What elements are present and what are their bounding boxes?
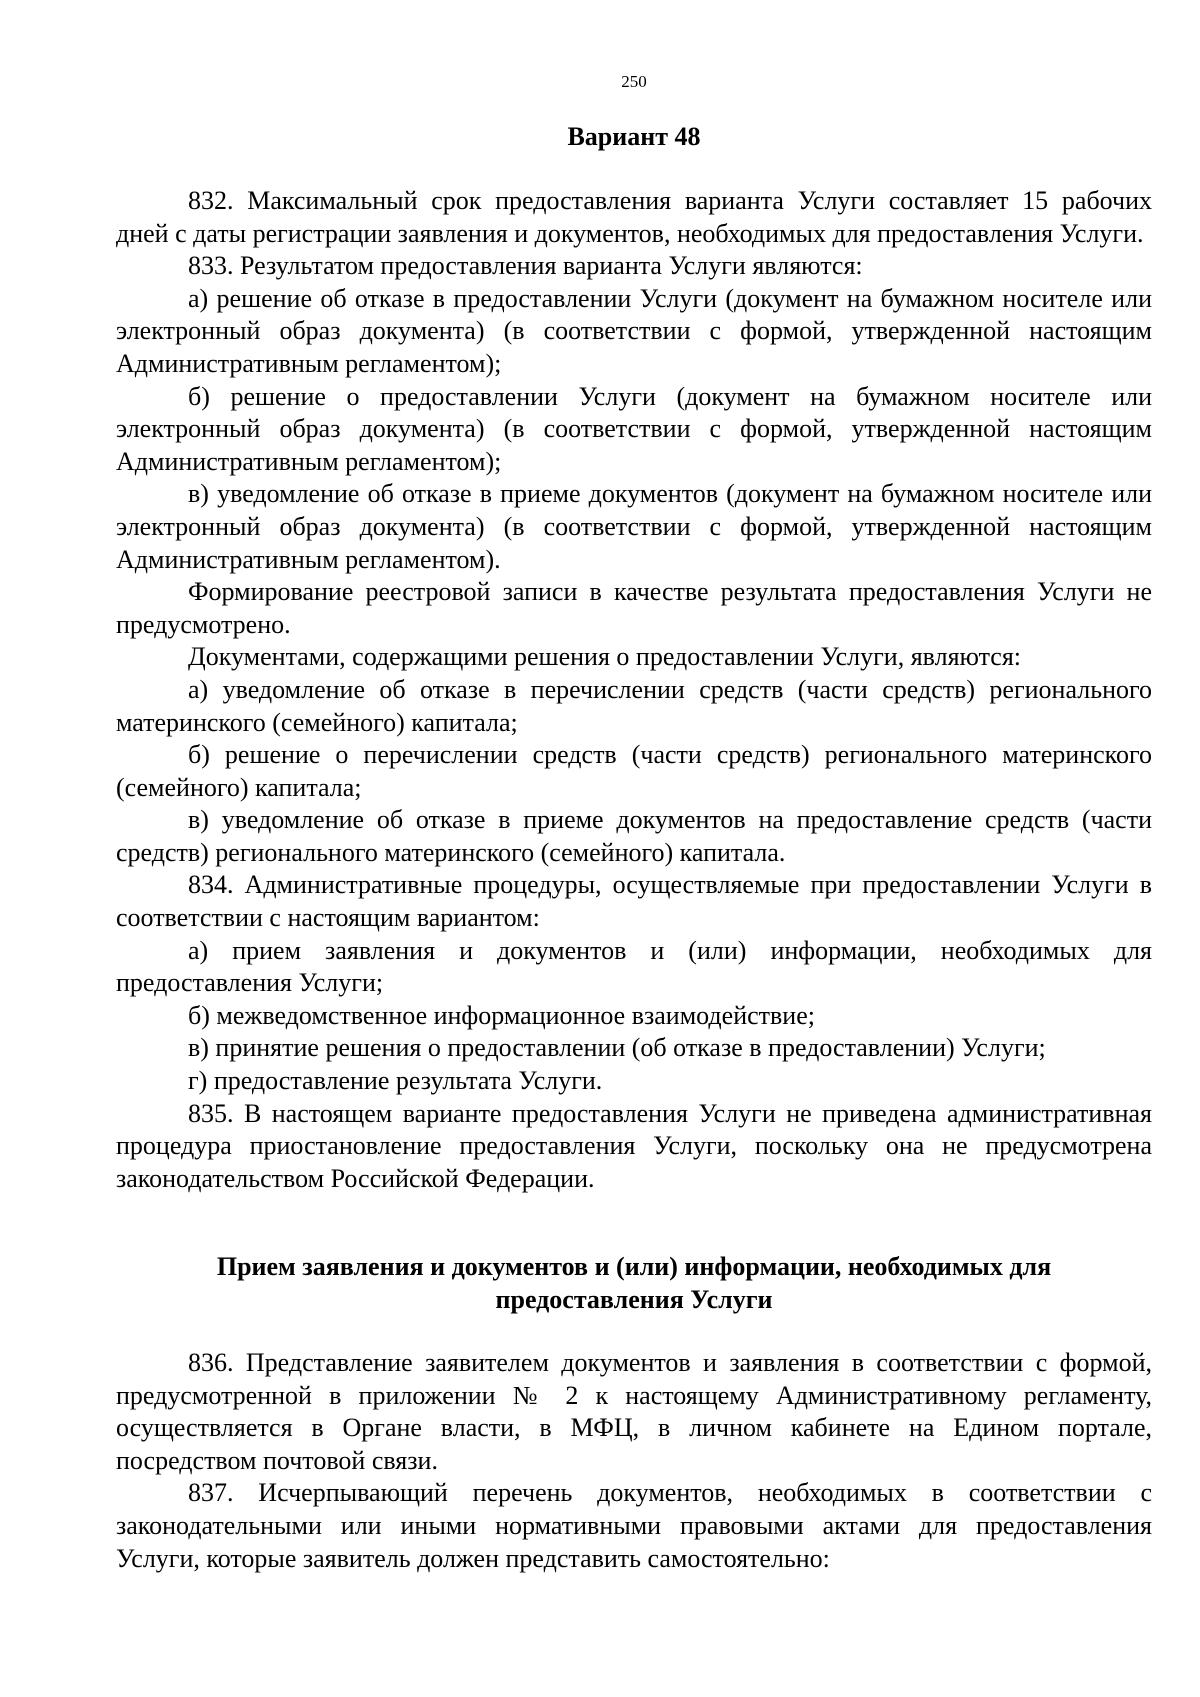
paragraph-837: 837. Исчерпывающий перечень документов, необходимых в соответствии с законодательными или иными нормативными правовыми актами для предоставления Услуги, которые заявитель должен представить самостоятельно: — [116, 1478, 1152, 1573]
paragraph-registry-record: Формирование реестровой записи в качестве результата предоставления Услуги не предусмотрено. — [116, 577, 1152, 639]
section-heading-line-1: Прием заявления и документов и (или) информации, необходимых для — [216, 1252, 1052, 1281]
paragraph-833: 833. Результатом предоставления варианта Услуги являются: — [188, 251, 863, 281]
list-item-decision-v: в) уведомление об отказе в приеме документов на предоставление средств (части средств) регионального материнского (семейного) капитала. — [116, 805, 1152, 867]
list-item-834-b: б) межведомственное информационное взаимодействие; — [188, 1000, 815, 1030]
paragraph-835: 835. В настоящем варианте предоставления Услуги не приведена административная процедура приостановление предоставления Услуги, поскольку она не предусмотрена законодательством Российской Федерации. — [116, 1098, 1152, 1193]
paragraph-836: 836. Представление заявителем документов и заявления в соответствии с формой, предусмотренной в приложении № 2 к настоящему Административному регламенту, осуществляется в Органе власти, в МФЦ, в личном кабинете на Едином портале, посредством почтовой связи. — [116, 1348, 1152, 1475]
paragraph-decision-documents: Документами, содержащими решения о предоставлении Услуги, являются: — [188, 642, 1022, 672]
list-item-833-v: в) уведомление об отказе в приеме документов (документ на бумажном носителе или электронный образ документа) (в соответствии с формой, утвержденной настоящим Административным регламентом). — [116, 479, 1152, 574]
paragraph-block-1 — [116, 185, 1152, 1195]
list-item-834-v: в) принятие решения о предоставлении (об отказе в предоставлении) Услуги; — [188, 1033, 1046, 1063]
list-item-834-g: г) предоставление результата Услуги. — [188, 1066, 603, 1096]
list-item-834-a: а) прием заявления и документов и (или) информации, необходимых для предоставления Услуги; — [116, 935, 1152, 998]
list-item-decision-b: б) решение о перечислении средств (части средств) регионального материнского (семейного) капитала; — [116, 740, 1152, 802]
list-item-decision-a: а) уведомление об отказе в перечислении средств (части средств) регионального материнского (семейного) капитала; — [116, 674, 1152, 737]
paragraph-832: 832. Максимальный срок предоставления варианта Услуги составляет 15 рабочих дней с даты регистрации заявления и документов, необходимых для предоставления Услуги. — [116, 186, 1152, 248]
section-heading — [116, 1251, 1152, 1316]
section-heading-line-2: предоставления Услуги — [495, 1284, 773, 1314]
list-item-833-a: а) решение об отказе в предоставлении Услуги (документ на бумажном носителе или электронный образ документа) (в соответствии с формой, утвержденной настоящим Административным регламентом); — [116, 283, 1152, 378]
paragraph-834: 834. Административные процедуры, осуществляемые при предоставлении Услуги в соответствии с настоящим вариантом: — [116, 870, 1152, 933]
list-item-833-b: б) решение о предоставлении Услуги (документ на бумажном носителе или электронный образ документа) (в соответствии с формой, утвержденной настоящим Административным регламентом); — [116, 381, 1152, 476]
paragraph-block-2 — [116, 1347, 1152, 1575]
variant-heading: Вариант 48 — [567, 122, 701, 151]
page-number: 250 — [621, 72, 647, 91]
